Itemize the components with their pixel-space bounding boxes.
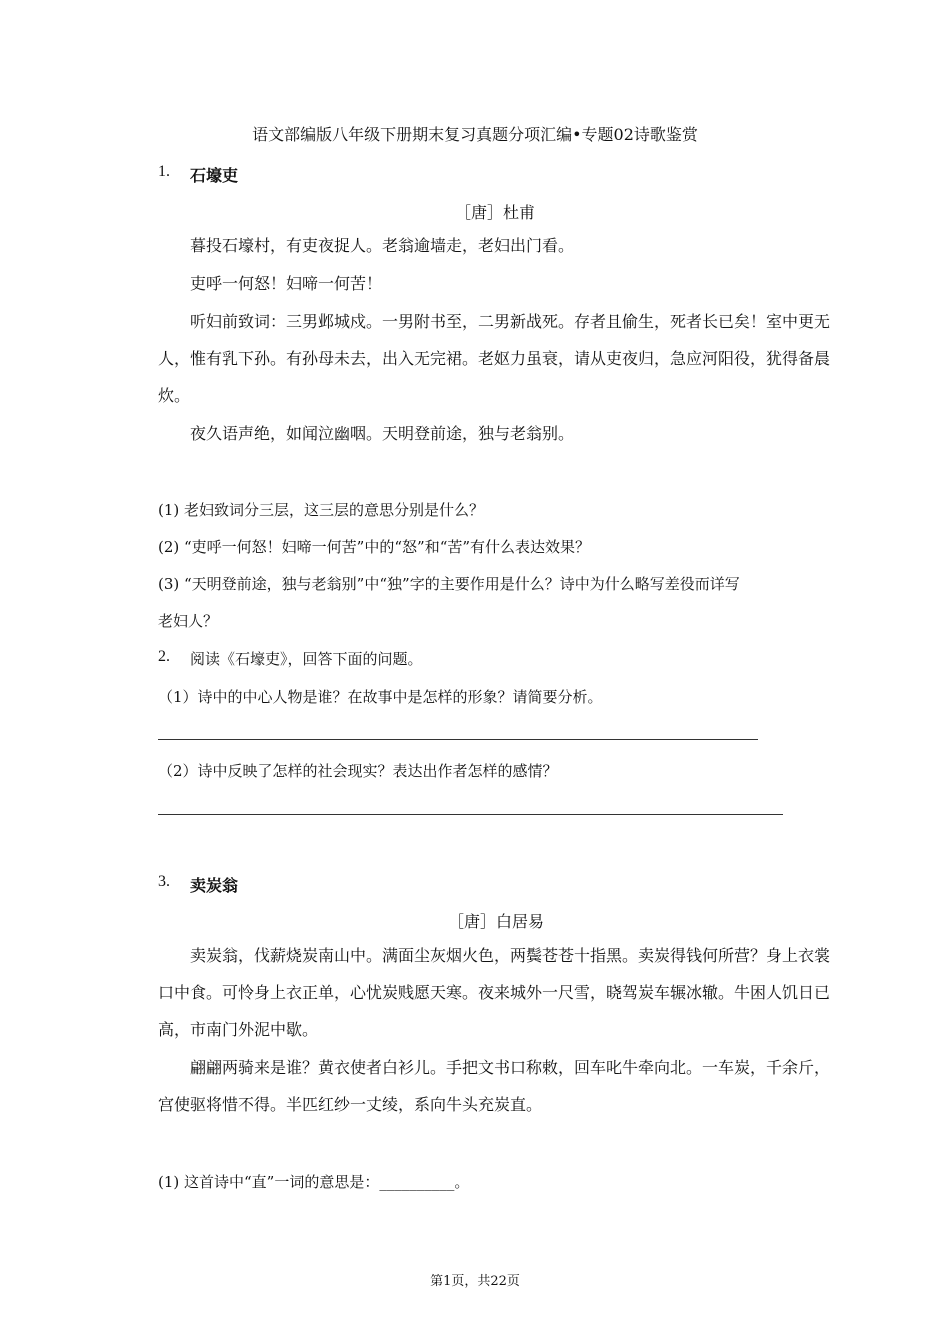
q1-stanza-4: 夜久语声绝，如闻泣幽咽。天明登前途，独与老翁别。 [190, 424, 575, 443]
q1-stanza-3: 听妇前致词：三男邺城戍。一男附书至，二男新战死。存者且偷生，死者长已矣！室中更无人，惟有乳下孙。有孙母未去，出入无完裙。老妪力虽衰，请从吏夜归，急应河阳役，犹得备晨炊。 [158, 312, 831, 405]
question-1-author: ［唐］杜甫 [455, 203, 536, 222]
question-2-number: 2. [158, 648, 170, 665]
q3-stanza-1: 卖炭翁，伐薪烧炭南山中。满面尘灰烟火色，两鬓苍苍十指黑。卖炭得钱何所营？身上衣裳口中食。可怜身上衣正单，心忧炭贱愿天寒。夜来城外一尺雪，晓驾炭车辗冰辙。牛困人饥日已高，市南门外泥中歇。 [158, 946, 831, 1039]
q3-stanza-2: 翩翩两骑来是谁？黄衣使者白衫儿。手把文书口称敕，回车叱牛牵向北。一车炭，千余斤，宫使驱将惜不得。半匹红纱一丈绫，系向牛头充炭直。 [158, 1058, 831, 1114]
q1-stanza-1: 暮投石壕村，有吏夜捉人。老翁逾墙走，老妇出门看。 [190, 236, 575, 255]
page-title: 语文部编版八年级下册期末复习真题分项汇编•专题02诗歌鉴赏 [252, 125, 698, 144]
answer-line-2 [158, 814, 783, 815]
q2-sub-question-1: （1）诗中的中心人物是谁？在故事中是怎样的形象？请简要分析。 [158, 688, 603, 706]
q1-sub-question-2: (2) “吏呼一何怒！妇啼一何苦”中的“怒”和“苦”有什么表达效果？ [158, 538, 591, 556]
q2-sub-question-2: （2）诗中反映了怎样的社会现实？表达出作者怎样的感情？ [158, 762, 558, 780]
question-3-poem-title: 卖炭翁 [190, 876, 239, 895]
question-3-number: 3. [158, 873, 170, 890]
page-footer: 第1页，共22页 [430, 1274, 520, 1289]
answer-line-1 [158, 739, 758, 740]
q1-stanza-2: 吏呼一何怒！妇啼一何苦！ [190, 274, 383, 293]
q3-sub-question-1: (1) 这首诗中“直”一词的意思是：__________。 [158, 1173, 470, 1191]
question-2-prompt: 阅读《石壕吏》，回答下面的问题。 [190, 650, 423, 668]
q1-sub-question-3-cont: 老妇人？ [158, 612, 219, 630]
question-1-number: 1. [158, 163, 170, 180]
q1-sub-question-1: (1) 老妇致词分三层，这三层的意思分别是什么？ [158, 501, 485, 519]
q1-sub-question-3: (3) “天明登前途，独与老翁别”中“独”字的主要作用是什么？诗中为什么略写差役而详写 [158, 575, 740, 593]
question-1-poem-title: 石壕吏 [190, 166, 239, 185]
question-3-author: ［唐］白居易 [448, 912, 545, 931]
